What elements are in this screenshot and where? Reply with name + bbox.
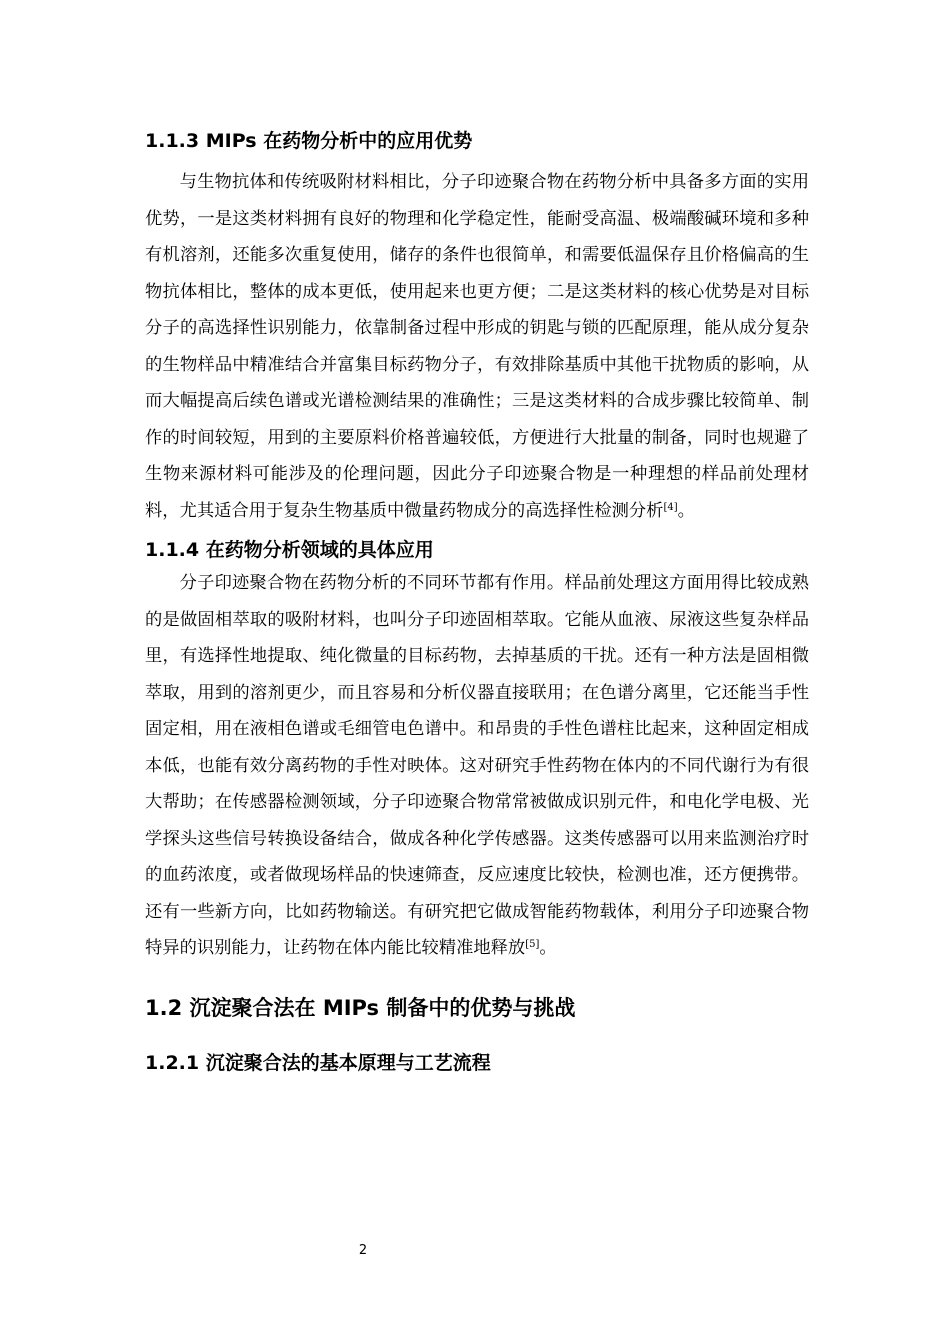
section-paragraph-1-1-3 bbox=[145, 164, 809, 529]
section-paragraph-1-1-4 bbox=[145, 565, 809, 967]
page-content bbox=[145, 118, 809, 1077]
paragraph-text: 分子印迹聚合物在药物分析的不同环节都有作用。样品前处理这方面用得比较成熟的是做固相萃取的吸附材料，也叫分子印迹固相萃取。它能从血液、尿液这些复杂样品里，有选择性地提取、纯化微量的目标药物，去掉基质的干扰。还有一种方法是固相微萃取，用到的溶剂更少，而且容易和分析仪器直接联用；在色谱分离里，它还能当手性固定相，用在液相色谱或毛细管电色谱中。和昂贵的手性色谱柱比起来，这种固定相成本低，也能有效分离药物的手性对映体。这对研究手性药物在体内的不同代谢行为有很大帮助；在传感器检测领域，分子印迹聚合物常常被做成识别元件，和电化学电极、光学探头这些信号转换设备结合，做成各种化学传感器。这类传感器可以用来监测治疗时的血药浓度，或者做现场样品的快速筛查，反应速度比较快，检测也准，还方便携带。还有一些新方向，比如药物输送。有研究把它做成智能药物载体，利用分子印迹聚合物特异的识别能力，让药物在体内能比较精准地释放 bbox=[145, 573, 809, 958]
paragraph-end: 。 bbox=[677, 500, 695, 521]
page-number bbox=[0, 1243, 950, 1258]
section-heading-1-2-1: 1.2.1 沉淀聚合法的基本原理与工艺流程 bbox=[145, 1051, 491, 1074]
citation-ref: [4] bbox=[663, 501, 678, 513]
paragraph-text: 与生物抗体和传统吸附材料相比，分子印迹聚合物在药物分析中具备多方面的实用优势，一是这类材料拥有良好的物理和化学稳定性，能耐受高温、极端酸碱环境和多种有机溶剂，还能多次重复使用，储存的条件也很简单，和需要低温保存且价格偏高的生物抗体相比，整体的成本更低，使用起来也更方便；二是这类材料的核心优势是对目标分子的高选择性识别能力，依靠制备过程中形成的钥匙与锁的匹配原理，能从成分复杂的生物样品中精准结合并富集目标药物分子，有效排除基质中其他干扰物质的影响，从而大幅提高后续色谱或光谱检测结果的准确性；三是这类材料的合成步骤比较简单、制作的时间较短，用到的主要原料价格普遍较低，方便进行大批量的制备，同时也规避了生物来源材料可能涉及的伦理问题，因此分子印迹聚合物是一种理想的样品前处理材料，尤其适合用于复杂生物基质中微量药物成分的高选择性检测分析 bbox=[145, 172, 809, 521]
section-heading-1-1-4: 1.1.4 在药物分析领域的具体应用 bbox=[145, 539, 434, 561]
section-heading-1-1-3: 1.1.3 MIPs 在药物分析中的应用优势 bbox=[145, 130, 473, 152]
page-number-text: 2 bbox=[358, 1243, 368, 1258]
paragraph-end: 。 bbox=[539, 938, 557, 958]
section-heading-1-2: 1.2 沉淀聚合法在 MIPs 制备中的优势与挑战 bbox=[145, 995, 576, 1020]
citation-ref: [5] bbox=[525, 939, 540, 950]
